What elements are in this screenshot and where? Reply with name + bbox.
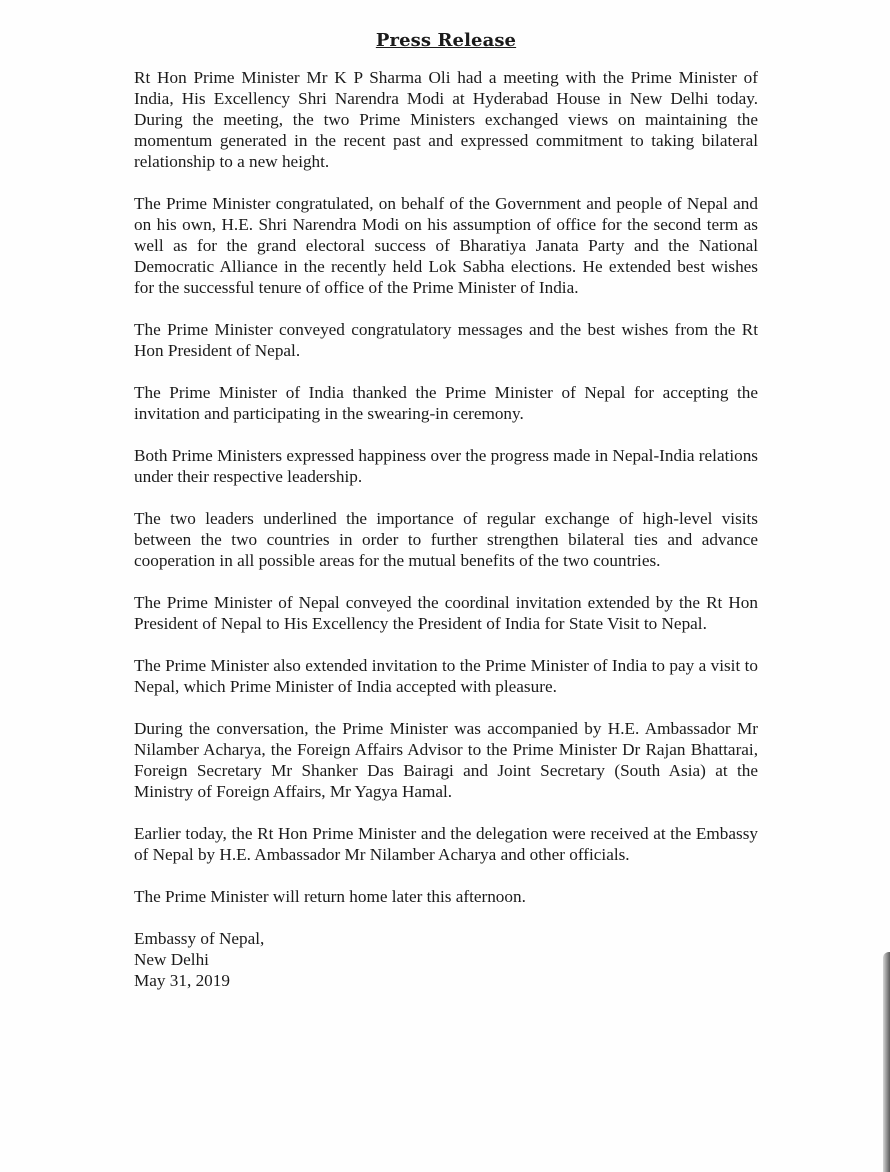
signature-block <box>134 928 758 991</box>
press-release-body <box>134 30 758 991</box>
paragraph-thanks: The Prime Minister of India thanked the Prime Minister of Nepal for accepting the invitation and participating in the swearing-in ceremony. <box>134 383 758 423</box>
paragraph-high-level-visits: The two leaders underlined the importance of regular exchange of high-level visits between the two countries in order to further strengthen bilateral ties and advance cooperation in all possible areas for the mutual benefits of the two countries. <box>134 509 758 570</box>
signature-city: New Delhi <box>134 950 209 969</box>
paragraph-congratulations: The Prime Minister congratulated, on behalf of the Government and people of Nepal and on his own, H.E. Shri Narendra Modi on his assumption of office for the second term as well as for the grand electoral success of Bharatiya Janata Party and the National Democratic Alliance in the recently held Lok Sabha elections. He extended best wishes for the successful tenure of office of the Prime Minister of India. <box>134 194 758 297</box>
paragraph-visit-invitation: The Prime Minister also extended invitation to the Prime Minister of India to pay a visit to Nepal, which Prime Minister of India accepted with pleasure. <box>134 656 758 696</box>
signature-date: May 31, 2019 <box>134 971 230 990</box>
paragraph-return: The Prime Minister will return home later this afternoon. <box>134 887 526 906</box>
paragraph-meeting: Rt Hon Prime Minister Mr K P Sharma Oli had a meeting with the Prime Minister of India, His Excellency Shri Narendra Modi at Hyderabad House in New Delhi today. During the meeting, the two Prime Ministers exchanged views on maintaining the momentum generated in the recent past and expressed commitment to taking bilateral relationship to a new height. <box>134 68 758 171</box>
document-title: Press Release <box>375 30 517 51</box>
paragraph-relations: Both Prime Ministers expressed happiness over the progress made in Nepal-India relations under their respective leadership. <box>134 446 758 486</box>
paragraph-embassy-reception: Earlier today, the Rt Hon Prime Minister and the delegation were received at the Embassy of Nepal by H.E. Ambassador Mr Nilamber Acharya and other officials. <box>134 824 758 864</box>
paragraph-state-visit-invitation: The Prime Minister of Nepal conveyed the coordinal invitation extended by the Rt Hon President of Nepal to His Excellency the President of India for State Visit to Nepal. <box>134 593 758 633</box>
paragraph-president-message: The Prime Minister conveyed congratulatory messages and the best wishes from the Rt Hon President of Nepal. <box>134 320 758 360</box>
signature-embassy: Embassy of Nepal, <box>134 929 265 948</box>
paragraph-delegation: During the conversation, the Prime Minister was accompanied by H.E. Ambassador Mr Nilamber Acharya, the Foreign Affairs Advisor to the Prime Minister Dr Rajan Bhattarai, Foreign Secretary Mr Shanker Das Bairagi and Joint Secretary (South Asia) at the Ministry of Foreign Affairs, Mr Yagya Hamal. <box>134 719 758 801</box>
scroll-handle[interactable] <box>883 952 890 1172</box>
